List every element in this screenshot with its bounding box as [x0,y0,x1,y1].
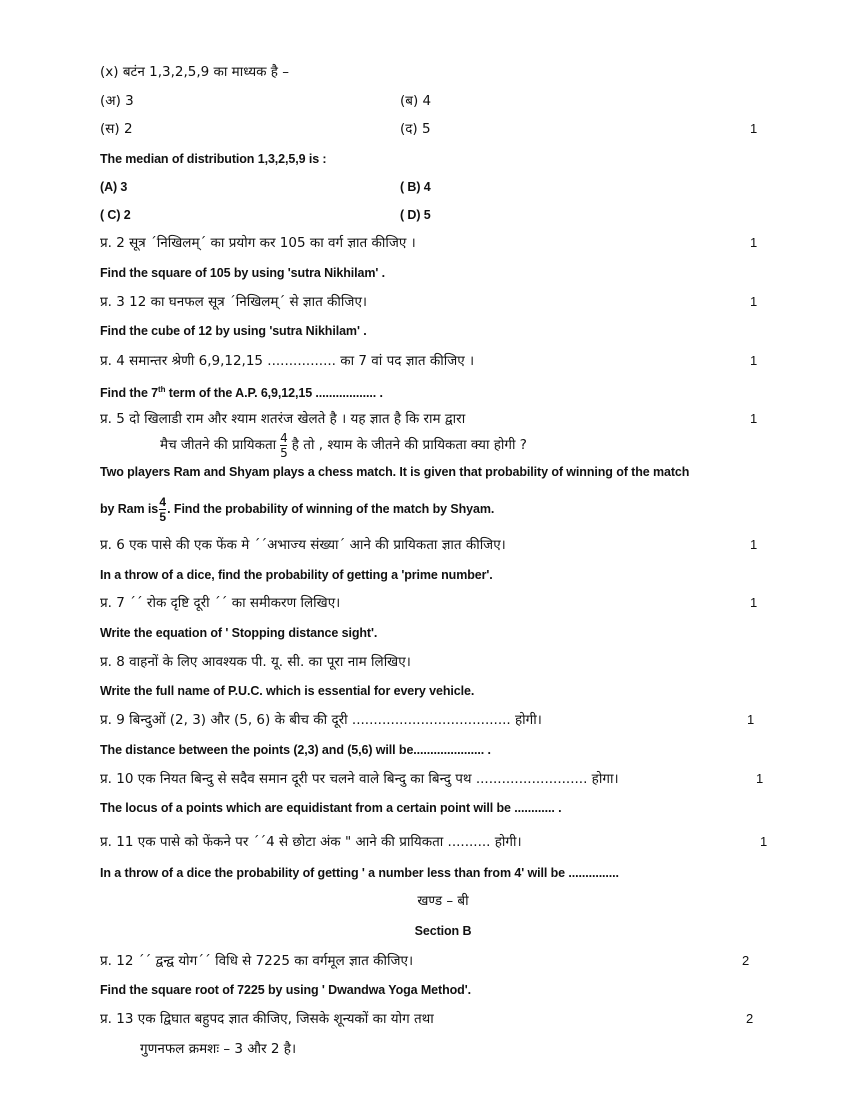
q12-marks: 2 [742,953,750,968]
q1-option-c: ( C) 2 [100,208,131,222]
q5-en2a: by Ram is [100,502,159,516]
q5-english-line2 [100,494,494,524]
section-heading-hindi: खण्ड – बी [417,893,469,909]
q6-english: In a throw of a dice, find the probability of getting a 'prime number'. [100,568,493,582]
q13-hindi-line1: प्र. 13 एक द्विघात बहुपद ज्ञात कीजिए, जिसके शून्यकों का योग तथा [100,1011,434,1027]
q5-hi2a: मैच जीतने की प्रायिकता [160,437,277,453]
q1-option-b: ( B) 4 [400,180,431,194]
q8-hindi: प्र. 8 वाहनों के लिए आवश्यक पी. यू. सी. का पूरा नाम लिखिए। [100,654,411,670]
q4-english [100,382,383,401]
q10-hindi: प्र. 10 एक नियत बिन्दु से सदैव समान दूरी पर चलने वाले बिन्दु का बिन्दु पथ .......................... होगा। [100,771,619,787]
q11-english: In a throw of a dice the probability of getting ' a number less than from 4' will be ............... [100,866,619,880]
q4-marks: 1 [750,353,758,368]
q4-en-a: Find the 7 [100,386,159,401]
q5-english-line1: Two players Ram and Shyam plays a chess match. It is given that probability of winning of the match [100,465,690,479]
q1-hindi: (x) बटंन 1,3,2,5,9 का माध्यक है – [100,64,290,80]
section-heading: Section B [414,924,472,938]
q1-option-c-hindi: (स) 2 [100,121,133,137]
q8-english: Write the full name of P.U.C. which is essential for every vehicle. [100,684,475,698]
fraction-numerator: 4 [159,495,166,510]
fraction-denominator: 5 [159,510,166,525]
q9-english: The distance between the points (2,3) and (5,6) will be..................... . [100,743,491,757]
q5-fraction [280,432,288,459]
fraction-numerator: 4 [280,430,288,445]
q11-hindi: प्र. 11 एक पासे को फेंकने पर ´´4 से छोटा अंक " आने की प्रायिकता .......... होगी। [100,834,522,850]
q3-marks: 1 [750,294,758,309]
q12-english: Find the square root of 7225 by using ' Dwandwa Yoga Method'. [100,983,471,997]
q4-en-sup: th [158,385,166,394]
q4-en-b: term of the A.P. 6,9,12,15 .................. . [165,386,383,401]
q6-hindi: प्र. 6 एक पासे की एक फेंक मे ´´अभाज्य संख्या´ आने की प्रायिकता ज्ञात कीजिए। [100,537,506,553]
q11-marks: 1 [760,834,768,849]
q5-hindi-line2 [160,430,527,460]
q1-option-a: (A) 3 [100,180,128,194]
q5-en-fraction [159,496,166,523]
q13-marks: 2 [746,1011,754,1026]
q2-marks: 1 [750,235,758,250]
q2-hindi: प्र. 2 सूत्र ´निखिलम्´ का प्रयोग कर 105 का वर्ग ज्ञात कीजिए । [100,235,416,251]
q1-option-d: ( D) 5 [400,208,431,222]
q1-option-d-hindi: (द) 5 [400,121,431,137]
q12-hindi: प्र. 12 ´´ द्वन्द्व योग´´ विधि से 7225 का वर्गमूल ज्ञात कीजिए। [100,953,414,969]
fraction-denominator: 5 [280,445,288,460]
q1-english: The median of distribution 1,3,2,5,9 is : [100,152,327,166]
q5-marks: 1 [750,411,758,426]
q3-hindi: प्र. 3 12 का घनफल सूत्र ´निखिलम्´ से ज्ञात कीजिए। [100,294,368,310]
q10-english: The locus of a points which are equidistant from a certain point will be ............ . [100,801,562,815]
q4-hindi: प्र. 4 समान्तर श्रेणी 6,9,12,15 ................ का 7 वां पद ज्ञात कीजिए । [100,353,475,369]
q9-hindi: प्र. 9 बिन्दुओं (2, 3) और (5, 6) के बीच की दूरी ..................................... होगी। [100,712,542,728]
q1-option-a-hindi: (अ) 3 [100,93,134,109]
q3-english: Find the cube of 12 by using 'sutra Nikhilam' . [100,324,367,338]
q7-hindi: प्र. 7 ´´ रोक दृष्टि दूरी ´´ का समीकरण लिखिए। [100,595,341,611]
q5-en2b: . Find the probability of winning of the match by Shyam. [167,502,495,516]
q6-marks: 1 [750,537,758,552]
q13-hindi-line2: गुणनफल क्रमशः – 3 और 2 है। [140,1041,297,1057]
q1-option-b-hindi: (ब) 4 [400,93,432,109]
q1-marks: 1 [750,121,758,136]
q10-marks: 1 [756,771,764,786]
q7-english: Write the equation of ' Stopping distance sight'. [100,626,378,640]
q7-marks: 1 [750,595,758,610]
q5-hi2b: है तो , श्याम के जीतने की प्रायिकता क्या होगी ? [291,437,527,453]
q9-marks: 1 [747,712,755,727]
q5-hindi-line1: प्र. 5 दो खिलाडी राम और श्याम शतरंज खेलते है । यह ज्ञात है कि राम द्वारा [100,411,466,427]
q2-english: Find the square of 105 by using 'sutra Nikhilam' . [100,266,386,280]
